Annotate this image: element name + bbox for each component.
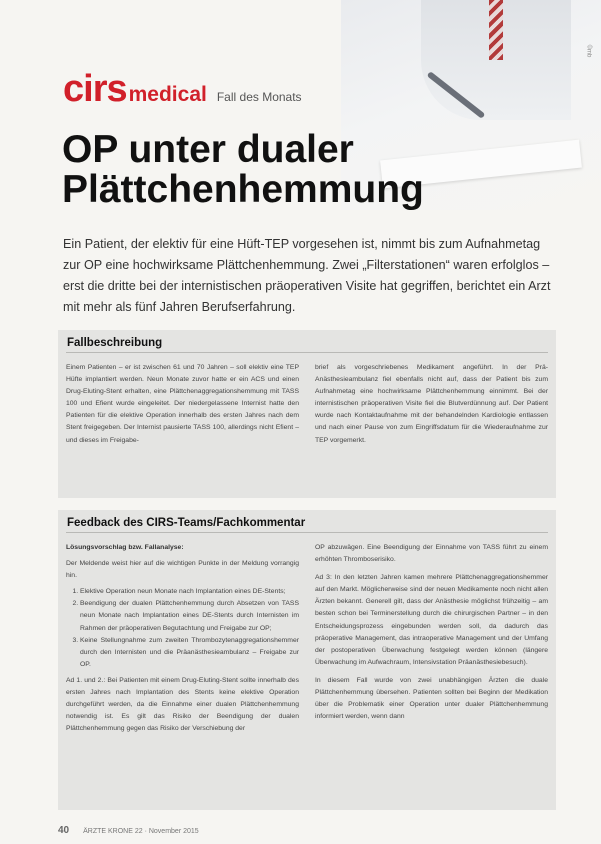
fallbeschreibung-col-2 — [315, 362, 548, 451]
feedback-subheading: Lösungsvorschlag bzw. Fallanalyse: — [66, 544, 184, 551]
feedback-columns — [66, 542, 548, 739]
fallbeschreibung-columns — [66, 362, 548, 451]
feedback-para-ad3: Ad 3: In den letzten Jahren kamen mehrere Plättchenaggregationshemmer auf den Markt. Möglicherweise sind der neuen Medikamente noch nicht allen Ärzten bekannt. Generell gilt, dass der Anästhesie möglichst frühzeitig – am besten schon bei Terminerstellung durch die chirurgischen Partner – in den Entscheidungsprozess eingebunden werden soll, da dadurch das präoperative Management, das intraoperative Management und der Umfang der postoperativen Überwachung festgelegt werden können (längere Überwachung im Aufwachraum, Intensivstation Präanästhesiebesuch). — [315, 574, 548, 666]
feedback-box — [58, 510, 556, 810]
photo-credit: ©mb — [585, 44, 592, 58]
magazine-issue: ÄRZTE KRONE 22 · November 2015 — [83, 828, 199, 835]
cirs-medical-logo — [63, 70, 302, 108]
feedback-para-ad12: Ad 1. und 2.: Bei Patienten mit einem Drug-Eluting-Stent sollte innerhalb des ersten Jahres nach Implantation des Stents keine elektive Operation durchgeführt werden, da die Einnahme einer dualen Plättchenhemmung notwendig ist. Es gilt das Risiko der Beendigung der dualen Plättchenhemmung gegen das Risiko der Verschiebung der — [66, 676, 299, 733]
feedback-col-1 — [66, 542, 299, 739]
fallbeschreibung-col-1 — [66, 362, 299, 451]
page-number: 40 — [58, 825, 70, 836]
heading-divider — [66, 532, 548, 533]
fallbeschreibung-heading: Fallbeschreibung — [67, 337, 163, 349]
list-item: 2. Beendigung der dualen Plättchenhemmung durch Absetzen von TASS neun Monate nach Implantation eines DE-Stents durch Internisten im Rahmen der präoperativen Begutachtung und Freigabe zur OP; — [80, 598, 299, 634]
article-title — [62, 130, 542, 210]
heading-divider — [66, 352, 548, 353]
title-line-2: Plättchenhemmung — [62, 168, 424, 211]
fallbeschreibung-text-1: Einem Patienten – er ist zwischen 61 und 70 Jahren – soll elektiv eine TEP Hüfte implantiert werden. Neun Monate zuvor hatte er ein ACS und einen Drug-Eluting-Stent erhalten, eine Plättchenaggregationshemmung mit TASS 100 und Efient wurde eingeleitet. Der niedergelassene Internist hatte den Patienten für die elektive Operation innerhalb des ersten Jahres nach dem Stent freigegeben. Der Internist pausierte TASS 100, allerdings nicht Efient – und dieses im Freigabe- — [66, 364, 299, 444]
list-item: 1. Elektive Operation neun Monate nach Implantation eines DE-Stents; — [80, 586, 299, 598]
brand-medical: medical — [128, 83, 207, 106]
feedback-col-2 — [315, 542, 548, 739]
feedback-intro: Der Meldende weist hier auf die wichtigen Punkte in der Meldung vorrangig hin. — [66, 560, 299, 580]
list-item: 3. Keine Stellungnahme zum zweiten Thrombozytenaggregationshemmer durch den Internisten und die Präanästhesieambulanz – Freigabe zur OP. — [80, 635, 299, 671]
brand-cirs: cirs — [63, 68, 127, 110]
fallbeschreibung-text-2: brief als vorgeschriebenes Medikament angeführt. In der Prä-Anästhesieambulanz fiel ebenfalls nicht auf, dass der Patient bis zum Aufnahmetag eine hochwirksame Plättchenhemmung einnimmt. Bei der internistischen präoperativen Visite fiel die Blutverdünnung auf. Der Patient wurde nach Kontaktaufnahme mit der behandelnden Kardiologie entlassen und nach einer Pause von zum Eingriffsdatum für die Wiederaufnahme zur TEP vorgemerkt. — [315, 364, 548, 444]
fallbeschreibung-box — [58, 330, 556, 498]
feedback-list — [66, 586, 299, 671]
feedback-heading: Feedback des CIRS-Teams/Fachkommentar — [67, 517, 306, 529]
title-line-1: OP unter dualer — [62, 128, 354, 171]
feedback-para-3: In diesem Fall wurde von zwei unabhängigen Ärzten die duale Plättchenhemmung übersehen. Patienten sollten bei Beginn der Medikation über die Problematik einer Operation unter dualer Plättchenhemmung informiert werden, wenn dann — [315, 676, 548, 721]
section-label: Fall des Monats — [216, 90, 302, 104]
doctor-tie-shape — [489, 0, 503, 60]
feedback-para-1: OP abzuwägen. Eine Beendigung der Einnahme von TASS führt zu einem erhöhten Thromboserisiko. — [315, 544, 548, 564]
article-lead: Ein Patient, der elektiv für eine Hüft-TEP vorgesehen ist, nimmt bis zum Aufnahmetag zur OP eine hochwirksame Plättchenhemmung. Zwei „Filterstationen“ waren erfolglos – erst die dritte bei der internistischen präoperativen Visite hat gegriffen, berichtet ein Arzt mit mehr als fünf Jahren Berufserfahrung. — [63, 237, 551, 314]
page-footer — [58, 825, 199, 836]
